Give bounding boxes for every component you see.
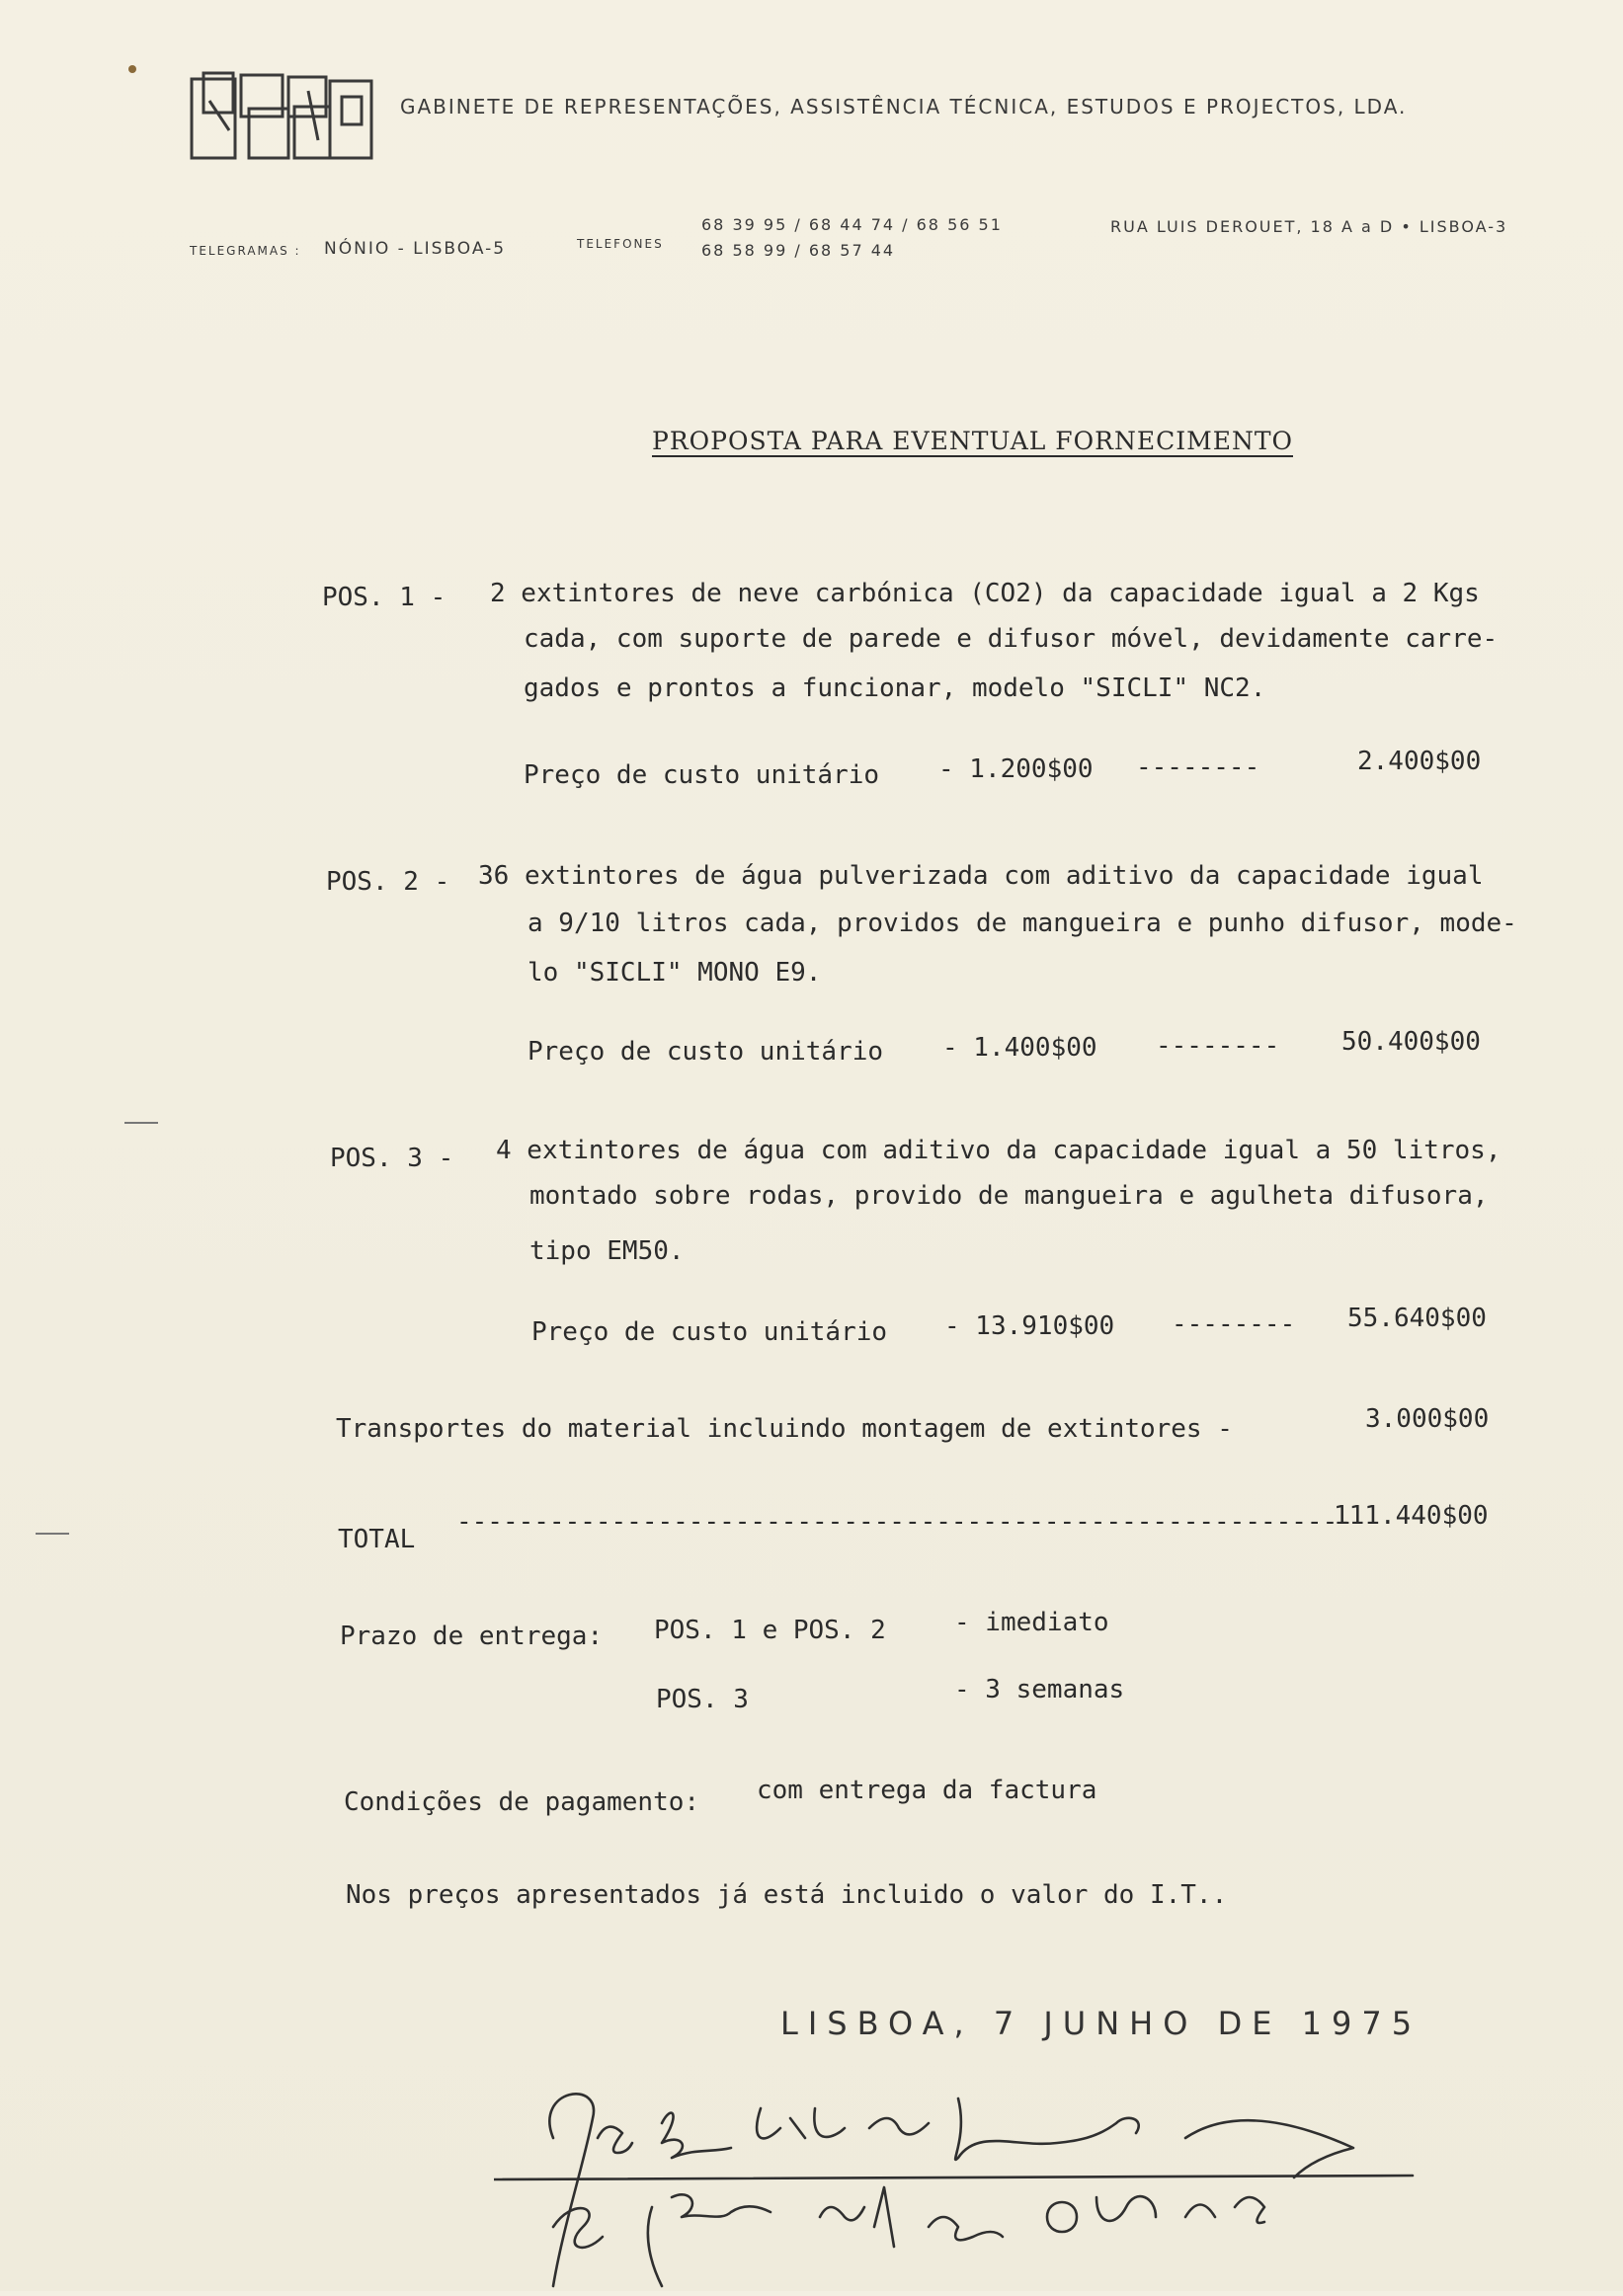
telegramas-label: TELEGRAMAS : — [190, 244, 301, 258]
pos1-dashes: -------- — [1136, 752, 1260, 782]
pos1-line3: gados e prontos a funcionar, modelo "SICLI" NC2. — [524, 673, 1266, 703]
telegramas-value: NÓNIO - LISBOA-5 — [324, 239, 507, 259]
pos2-line2: a 9/10 litros cada, providos de mangueira e punho difusor, mode- — [527, 909, 1517, 938]
page-title: PROPOSTA PARA EVENTUAL FORNECIMENTO — [652, 427, 1293, 455]
company-logo — [190, 71, 375, 162]
company-address: RUA LUIS DEROUET, 18 A a D • LISBOA-3 — [1110, 217, 1508, 236]
pos3-line2: montado sobre rodas, provido de mangueira e agulheta difusora, — [529, 1181, 1489, 1211]
signature — [494, 2079, 1422, 2296]
pos1-total: 2.400$00 — [1357, 747, 1482, 776]
pos1-line1: 2 extintores de neve carbónica (CO2) da capacidade igual a 2 Kgs — [490, 579, 1480, 608]
total-label: TOTAL — [338, 1525, 416, 1554]
handwritten-date: LISBOA, 7 JUNHO DE 1975 — [780, 2005, 1422, 2042]
total-dashes: ---------------------------------------------------------- — [456, 1507, 1353, 1537]
transport-value: 3.000$00 — [1365, 1404, 1490, 1434]
pos1-price-label: Preço de custo unitário — [524, 760, 880, 790]
pos2-price-label: Preço de custo unitário — [527, 1037, 884, 1067]
pos3-line3: tipo EM50. — [529, 1236, 685, 1266]
pos3-label: POS. 3 - — [330, 1144, 454, 1173]
delivery-row1-value: - imediato — [954, 1608, 1109, 1637]
delivery-row2-pos: POS. 3 — [656, 1685, 749, 1714]
pos2-dashes: -------- — [1156, 1031, 1280, 1061]
pos2-total: 50.400$00 — [1341, 1027, 1481, 1057]
pos3-price-label: Preço de custo unitário — [531, 1317, 888, 1347]
pos3-unit-price: - 13.910$00 — [944, 1311, 1115, 1341]
transport-label: Transportes do material incluindo montagem de extintores - — [336, 1414, 1233, 1444]
pos3-line1: 4 extintores de água com aditivo da capacidade igual a 50 litros, — [496, 1136, 1501, 1165]
delivery-row1-pos: POS. 1 e POS. 2 — [654, 1616, 886, 1645]
pos2-unit-price: - 1.400$00 — [942, 1033, 1097, 1063]
pos2-line1: 36 extintores de água pulverizada com aditivo da capacidade igual — [478, 861, 1484, 891]
total-value: 111.440$00 — [1334, 1501, 1489, 1531]
scan-mark — [124, 1122, 158, 1124]
pos1-label: POS. 1 - — [322, 583, 446, 612]
telefones-label: TELEFONES — [577, 237, 664, 251]
pos1-line2: cada, com suporte de parede e difusor móvel, devidamente carre- — [524, 624, 1499, 654]
price-note: Nos preços apresentados já está incluido o valor do I.T.. — [346, 1880, 1228, 1910]
pos1-unit-price: - 1.200$00 — [938, 754, 1094, 784]
delivery-row2-value: - 3 semanas — [954, 1675, 1125, 1704]
scan-mark — [36, 1533, 69, 1535]
stain-mark — [128, 65, 136, 73]
payment-value: com entrega da factura — [757, 1776, 1097, 1805]
company-name: GABINETE DE REPRESENTAÇÕES, ASSISTÊNCIA TÉCNICA, ESTUDOS E PROJECTOS, LDA. — [400, 95, 1408, 119]
pos2-label: POS. 2 - — [326, 867, 450, 897]
payment-label: Condições de pagamento: — [344, 1787, 700, 1817]
pos2-line3: lo "SICLI" MONO E9. — [527, 958, 822, 988]
telefones-line1: 68 39 95 / 68 44 74 / 68 56 51 — [701, 215, 1003, 234]
pos3-dashes: -------- — [1172, 1309, 1296, 1339]
telefones-line2: 68 58 99 / 68 57 44 — [701, 241, 896, 260]
delivery-label: Prazo de entrega: — [340, 1622, 604, 1651]
pos3-total: 55.640$00 — [1347, 1304, 1487, 1333]
